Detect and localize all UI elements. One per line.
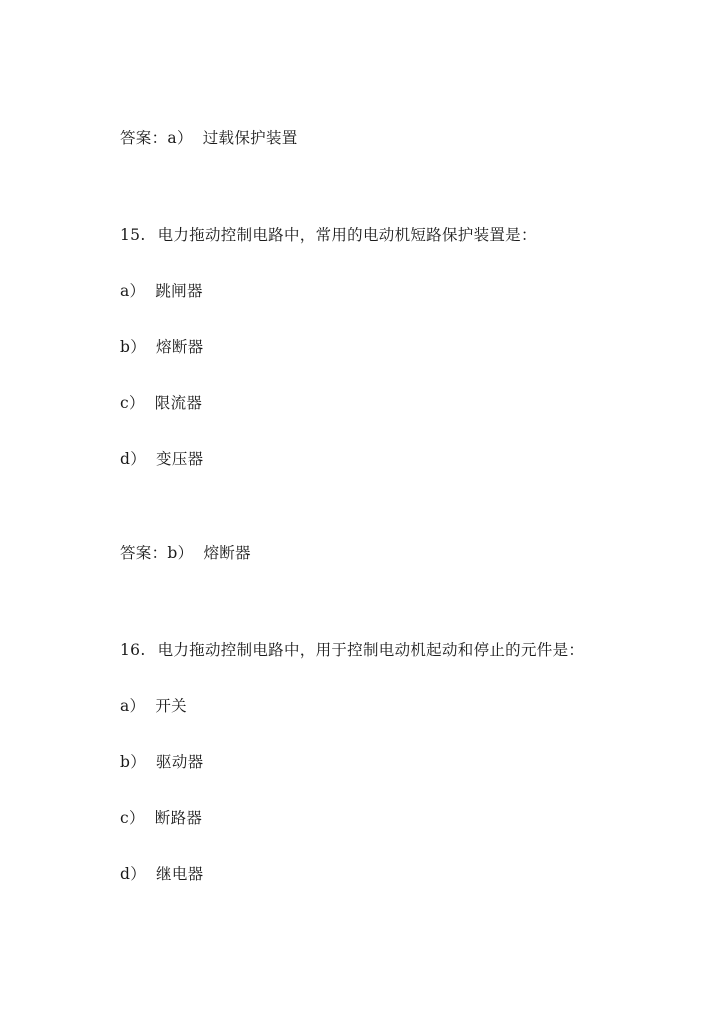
option-label: d） bbox=[120, 865, 147, 883]
option-label: b） bbox=[120, 338, 147, 356]
q15-answer bbox=[120, 543, 251, 563]
question-number: 15. bbox=[120, 226, 146, 244]
question-text: 电力拖动控制电路中，用于控制电动机起动和停止的元件是： bbox=[157, 641, 585, 659]
option-label: a） bbox=[120, 697, 146, 715]
q15-option-a bbox=[120, 281, 203, 301]
option-text: 跳闸器 bbox=[155, 282, 203, 300]
answer-line-previous bbox=[120, 128, 298, 148]
answer-text: 过载保护装置 bbox=[202, 129, 298, 147]
question-text: 电力拖动控制电路中，常用的电动机短路保护装置是： bbox=[157, 226, 537, 244]
option-label: b） bbox=[120, 753, 147, 771]
q15-option-b bbox=[120, 337, 203, 357]
q15-option-d bbox=[120, 449, 203, 469]
option-text: 继电器 bbox=[156, 865, 204, 883]
answer-text: 熔断器 bbox=[203, 544, 251, 562]
option-label: c） bbox=[120, 394, 145, 412]
q16-option-d bbox=[120, 864, 203, 884]
option-text: 开关 bbox=[155, 697, 187, 715]
q16-option-a bbox=[120, 696, 187, 716]
question-15 bbox=[120, 225, 537, 245]
option-text: 变压器 bbox=[156, 450, 204, 468]
q16-option-c bbox=[120, 808, 202, 828]
option-text: 限流器 bbox=[154, 394, 203, 412]
answer-label: 答案：b） bbox=[120, 544, 194, 562]
q15-option-c bbox=[120, 393, 202, 413]
option-label: c） bbox=[120, 809, 145, 827]
option-label: a） bbox=[120, 282, 146, 300]
option-text: 熔断器 bbox=[156, 338, 204, 356]
q16-option-b bbox=[120, 752, 203, 772]
option-text: 断路器 bbox=[154, 809, 203, 827]
option-text: 驱动器 bbox=[156, 753, 204, 771]
question-16 bbox=[120, 640, 584, 660]
answer-label: 答案：a） bbox=[120, 129, 193, 147]
option-label: d） bbox=[120, 450, 147, 468]
question-number: 16. bbox=[120, 641, 146, 659]
